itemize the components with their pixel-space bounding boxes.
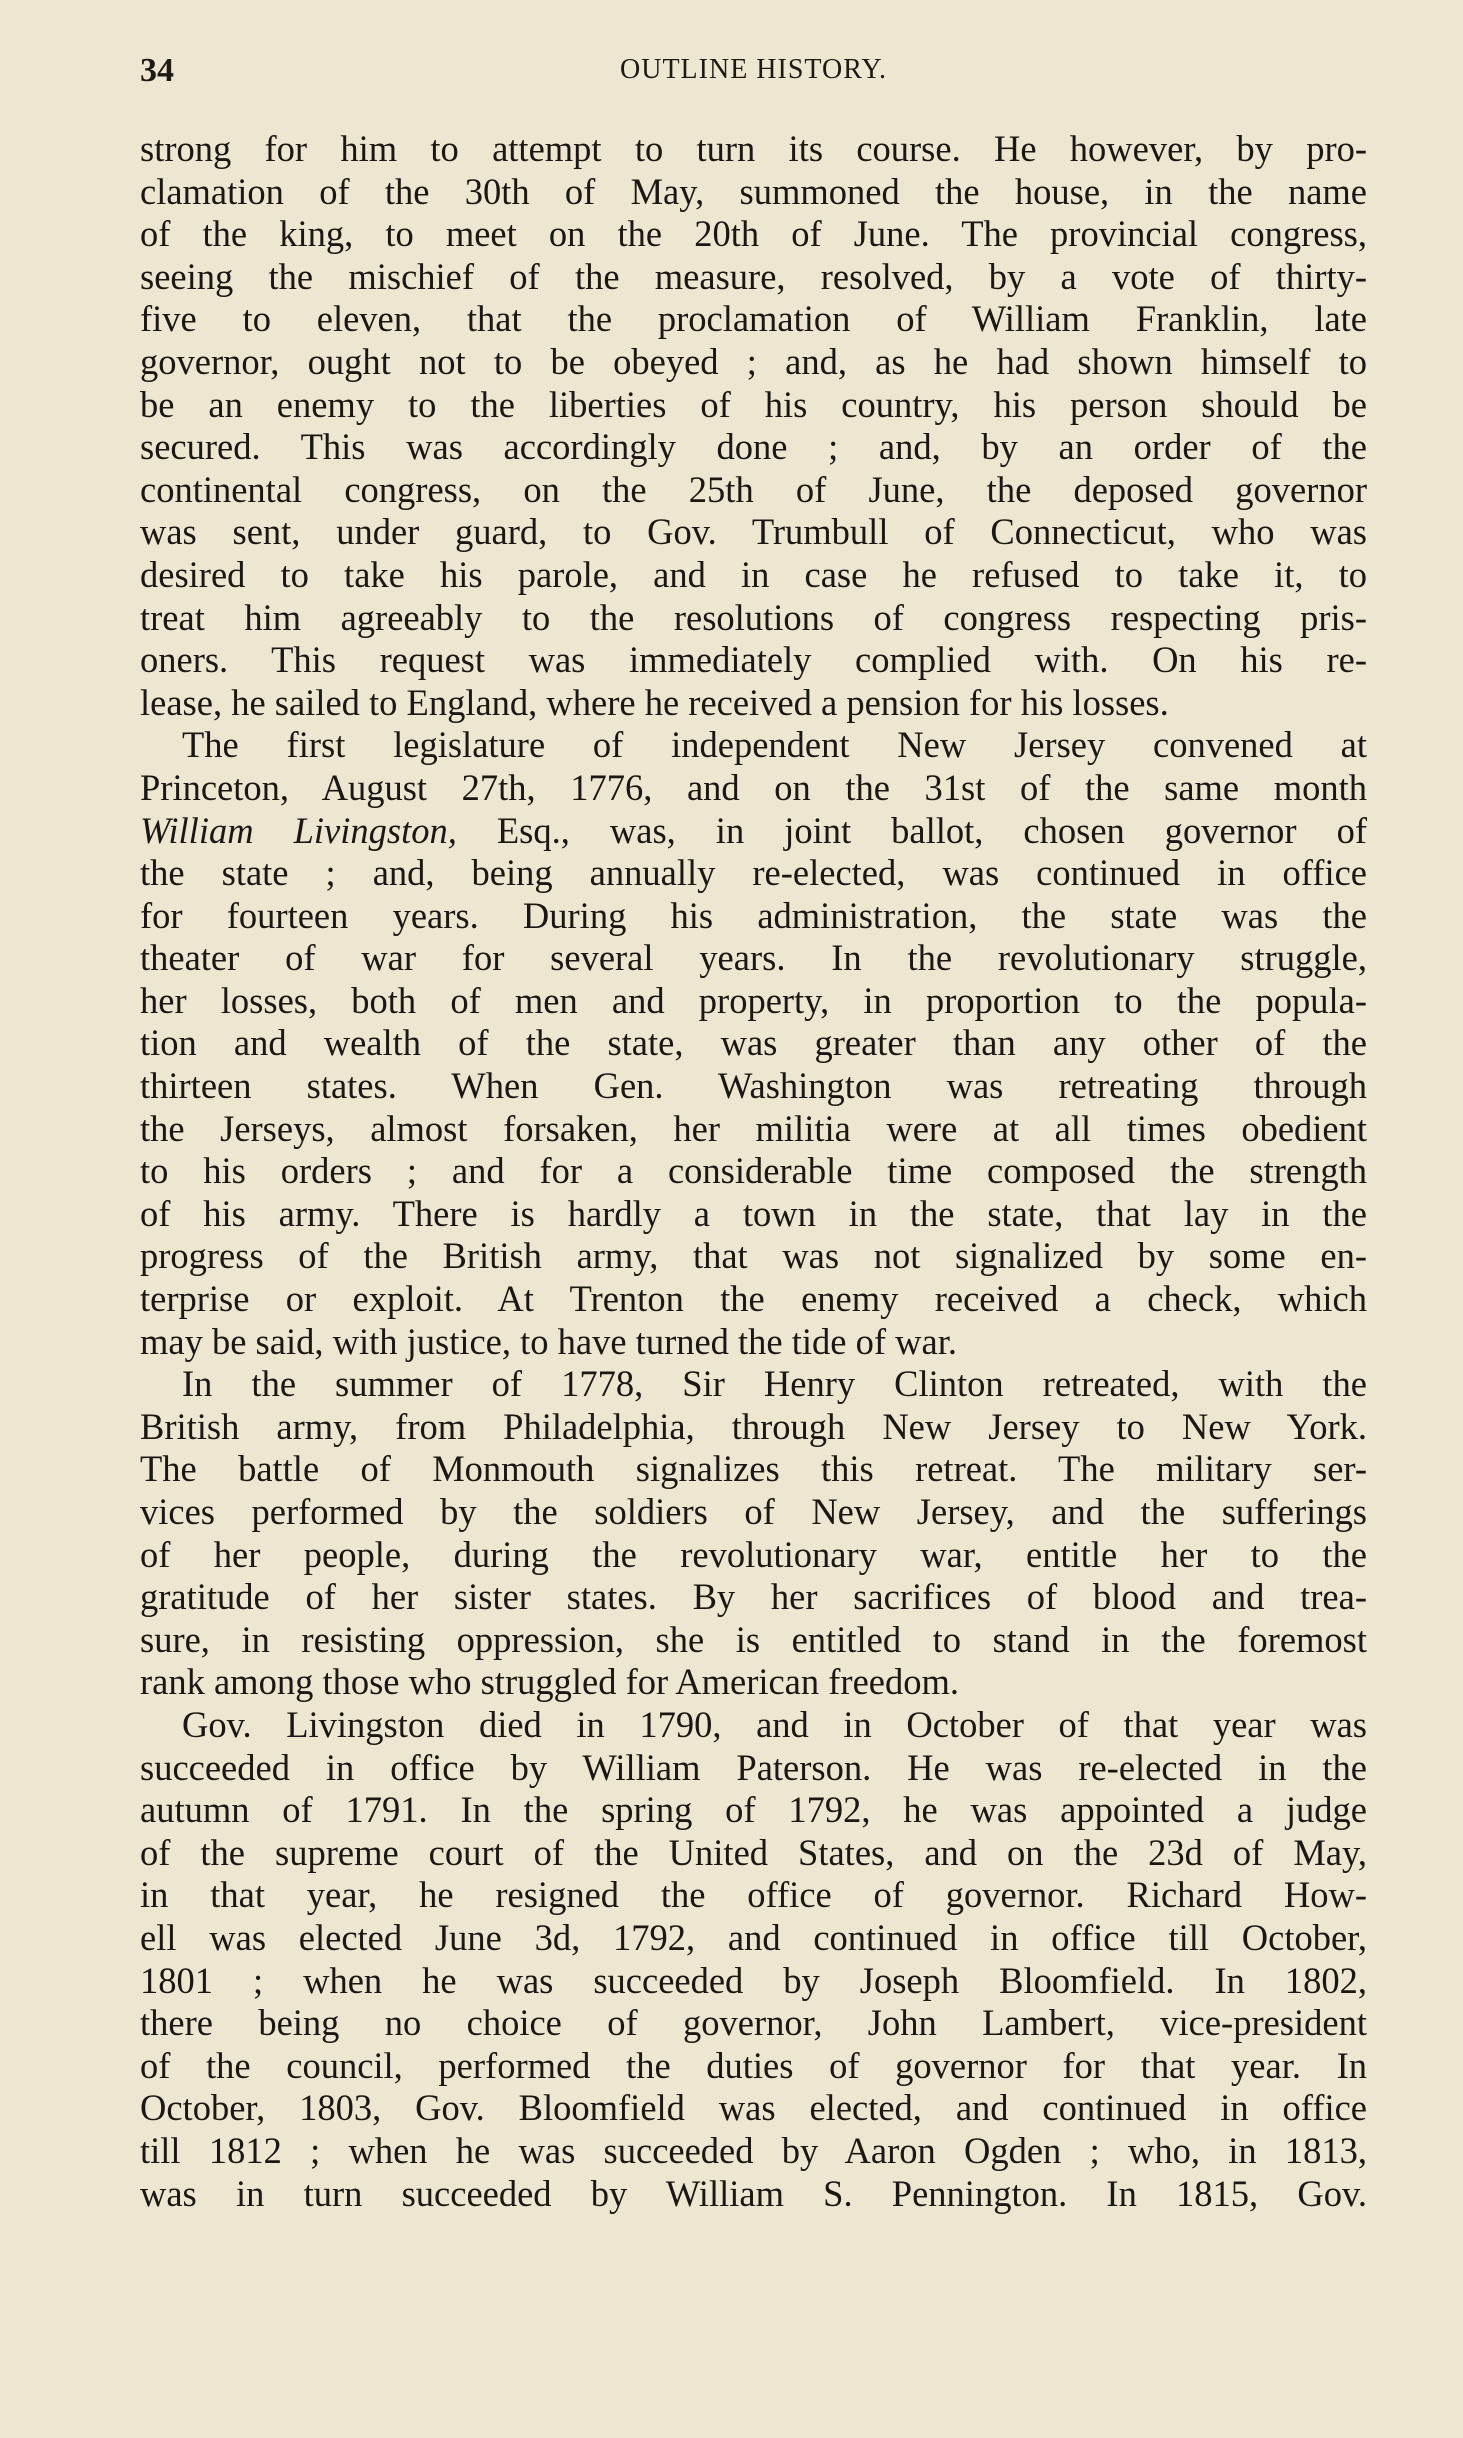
text-line: treat him agreeably to the resolutions of congress respecting pris- (140, 596, 1367, 638)
text-line: British army, from Philadelphia, through New Jersey to New York. (140, 1405, 1367, 1447)
paragraph-start: The first legislature of independent New Jersey convened at (182, 724, 1367, 766)
text-line: strong for him to attempt to turn its course. He however, by pro- (140, 128, 1367, 169)
text-line: clamation of the 30th of May, summoned the house, in the name (140, 170, 1367, 212)
text-line: rank among those who struggled for American freedom. (140, 1661, 959, 1703)
text-line: ell was elected June 3d, 1792, and continued in office till October, (140, 1916, 1367, 1958)
text-line: for fourteen years. During his administration, the state was the (140, 894, 1367, 936)
text-line: be an enemy to the liberties of his country, his person should be (140, 383, 1367, 425)
text-line: of the council, performed the duties of governor for that year. In (140, 2044, 1367, 2086)
text-line: lease, he sailed to England, where he received a pension for his losses. (140, 681, 1169, 723)
text-line: was in turn succeeded by William S. Pennington. In 1815, Gov. (140, 2172, 1367, 2214)
text-line: her losses, both of men and property, in proportion to the popula- (140, 979, 1367, 1021)
text-line: gratitude of her sister states. By her sacrifices of blood and trea- (140, 1576, 1367, 1618)
paragraph-start: Gov. Livingston died in 1790, and in October of that year was (182, 1703, 1367, 1745)
governor-name: William Livingston, (140, 809, 457, 851)
running-head (140, 52, 1367, 96)
text-line: to his orders ; and for a considerable time composed the strength (140, 1150, 1367, 1192)
text-line: Princeton, August 27th, 1776, and on the 31st of the same month (140, 766, 1367, 808)
text-line: governor, ought not to be obeyed ; and, as he had shown himself to (140, 340, 1367, 382)
text-line: the Jerseys, almost forsaken, her militia were at all times obedient (140, 1107, 1367, 1149)
text-line: may be said, with justice, to have turned the tide of war. (140, 1320, 957, 1362)
text-line: desired to take his parole, and in case he refused to take it, to (140, 553, 1367, 595)
text-line: the state ; and, being annually re-elected, was continued in office (140, 852, 1367, 894)
text-line: The battle of Monmouth signalizes this retreat. The military ser- (140, 1448, 1367, 1490)
text-line: progress of the British army, that was not signalized by some en- (140, 1235, 1367, 1277)
text-line: seeing the mischief of the measure, resolved, by a vote of thirty- (140, 255, 1367, 297)
text-line: secured. This was accordingly done ; and, by an order of the (140, 426, 1367, 468)
text-line: of his army. There is hardly a town in the state, that lay in the (140, 1192, 1367, 1234)
text-line: vices performed by the soldiers of New Jersey, and the sufferings (140, 1491, 1367, 1532)
text-line-with-name (140, 810, 1367, 853)
text-line: continental congress, on the 25th of June, the deposed governor (140, 468, 1367, 510)
text-line: of the supreme court of the United States, and on the 23d of May, (140, 1831, 1367, 1873)
page-number: 34 (140, 52, 174, 89)
running-title: OUTLINE HISTORY. (620, 54, 887, 85)
text-line: was sent, under guard, to Gov. Trumbull of Connecticut, who was (140, 511, 1367, 553)
text-line: thirteen states. When Gen. Washington was retreating through (140, 1065, 1367, 1107)
text-line: 1801 ; when he was succeeded by Joseph Bloomfield. In 1802, (140, 1959, 1367, 2001)
paragraph-start: In the summer of 1778, Sir Henry Clinton retreated, with the (182, 1363, 1367, 1405)
body-text (140, 128, 1367, 2215)
text-line: oners. This request was immediately complied with. On his re- (140, 639, 1367, 681)
text-line: in that year, he resigned the office of governor. Richard How- (140, 1874, 1367, 1916)
text-line: October, 1803, Gov. Bloomfield was elected, and continued in office (140, 2087, 1367, 2129)
text-line: autumn of 1791. In the spring of 1792, he was appointed a judge (140, 1789, 1367, 1831)
text-line-rest: Esq., was, in joint ballot, chosen governor of (496, 809, 1367, 851)
text-line: theater of war for several years. In the revolutionary struggle, (140, 937, 1367, 979)
text-line: till 1812 ; when he was succeeded by Aaron Ogden ; who, in 1813, (140, 2129, 1367, 2171)
text-line: succeeded in office by William Paterson. He was re-elected in the (140, 1746, 1367, 1788)
text-line: five to eleven, that the proclamation of William Franklin, late (140, 298, 1367, 340)
text-line: there being no choice of governor, John Lambert, vice-president (140, 2002, 1367, 2044)
text-line: of her people, during the revolutionary war, entitle her to the (140, 1533, 1367, 1575)
text-line: terprise or exploit. At Trenton the enemy received a check, which (140, 1278, 1367, 1320)
text-line: of the king, to meet on the 20th of June. The provincial congress, (140, 213, 1367, 255)
text-line: tion and wealth of the state, was greater than any other of the (140, 1022, 1367, 1064)
text-line: sure, in resisting oppression, she is entitled to stand in the foremost (140, 1618, 1367, 1660)
